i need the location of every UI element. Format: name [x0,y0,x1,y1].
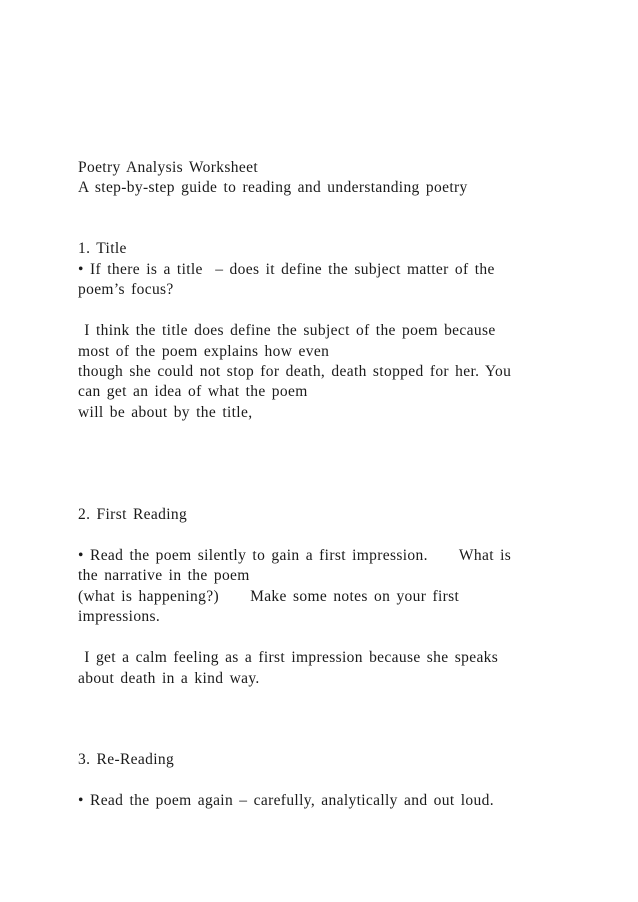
section-2-prompt-line-2: the narrative in the poem [78,567,250,584]
section-1-answer-line-1: I think the title does define the subject of the poem because [78,322,496,339]
section-2-prompt-line-4: impressions. [78,608,161,625]
section-2-prompt-line-3: (what is happening?) Make some notes on your first [78,588,454,605]
section-1-prompt-line-1: • If there is a title – does it define the subject matter of the [78,261,495,278]
section-3-prompt-line-1: • Read the poem again – carefully, analytically and out loud. [78,792,494,809]
section-1-heading: 1. Title [78,240,127,257]
document-subtitle: A step-by-step guide to reading and understanding poetry [78,179,468,196]
section-2-answer-line-2: about death in a kind way. [78,670,260,687]
section-1-answer-line-4: can get an idea of what the poem [78,383,308,400]
section-1-answer-line-5: will be about by the title, [78,404,253,421]
section-2-answer-line-1: I get a calm feeling as a first impression because she speaks [78,649,499,666]
section-1-prompt-line-2: poem’s focus? [78,281,174,298]
section-3-heading: 3. Re-Reading [78,751,175,768]
section-2-heading: 2. First Reading [78,506,188,523]
document-title: Poetry Analysis Worksheet [78,159,258,176]
section-1-answer-line-2: most of the poem explains how even [78,343,330,360]
section-2-prompt-line-1: • Read the poem silently to gain a first impression. What is [78,547,505,564]
section-1-answer-line-3: though she could not stop for death, death stopped for her. You [78,363,512,380]
